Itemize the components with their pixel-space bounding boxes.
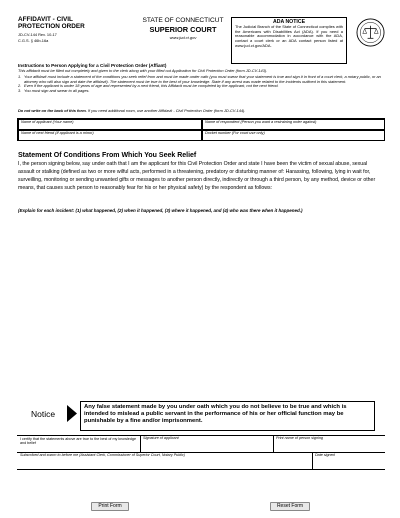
false-statement-notice: Any false statement made by you under oath which you do not believe to be true and which is intended to mislead a public servant in the performance of his or her official function may be punishable by a fine and/or imprisonment. (80, 401, 375, 431)
subscribed-sworn-field[interactable] (20, 453, 308, 468)
notice-label: Notice (31, 409, 56, 419)
statement-text-area[interactable] (18, 216, 385, 396)
applicant-signature-field[interactable] (143, 436, 269, 451)
court-name: SUPERIOR COURT (149, 25, 217, 34)
statement-instructions: (Explain for each incident: (1) what happened, (2) when it happened, (3) where it happened, and (4) who was there when it happened.) (18, 208, 303, 213)
state-name: STATE OF CONNECTICUT (142, 17, 224, 24)
print-name-label: Print name of person signing (276, 436, 323, 440)
respondent-name-label: Name of respondent (Person you want a restraining order against) (205, 120, 317, 124)
statute-reference: C.G.S. § 46b-16a (18, 38, 49, 43)
form-title (18, 17, 118, 31)
back-of-form-warning (18, 109, 384, 114)
applicant-name-label: Name of applicant (Your name) (21, 120, 74, 124)
instruction-number: 1. (18, 74, 22, 79)
instruction-text: Your affidavit must include a statement of the conditions you seek relief from and must be made under oath (you must swear that your statement is true and sign it in front of a court clerk, a notary public, or an attorney who will also sign and date the affidavit). The statement must be true to the best of your knowledge. State if any arrest was made related to the incidents outlined in this statement. (24, 74, 381, 84)
divider (312, 452, 313, 469)
date-signed-label: Date signed (315, 453, 335, 457)
applicant-signature-label: Signature of applicant (143, 436, 179, 440)
reset-form-button[interactable]: Reset Form (270, 502, 310, 511)
warning-rest: If you need additional room, use another Affidavit - Civil Protection Order (form JD-CV-144). (86, 108, 246, 113)
instruction-number: 2. (18, 83, 22, 89)
applicant-name-field[interactable] (18, 119, 202, 130)
divider (17, 469, 385, 470)
instruction-number: 3. (18, 87, 22, 93)
instructions-heading: Instructions to Person Applying for a Civil Protection Order (Affiant) (18, 63, 167, 68)
divider (273, 435, 274, 452)
docket-number-label: Docket number (For court use only) (205, 131, 265, 135)
form-title-line2: PROTECTION ORDER (18, 22, 85, 30)
docket-number-field[interactable] (202, 130, 385, 141)
ada-notice-title: ADA NOTICE (272, 19, 306, 25)
subscribed-sworn-label: Subscribed and sworn to before me (Assistant Clerk, Commissioner of Superior Court, Notary Public) (20, 453, 185, 457)
next-friend-name-field[interactable] (18, 130, 202, 141)
ada-notice-text: The Judicial Branch of the State of Connecticut complies with the Americans with Disabilities Act (ADA). If you need a reasonable accommodation in accordance with the ADA, contact a court clerk or an ADA contact person listed at www.jud.ct.gov/ADA. (235, 24, 343, 48)
instruction-text: You must sign and swear to all pages. (24, 87, 90, 93)
statement-body: I, the person signing below, say under oath that I am the applicant for this Civil Protection Order and state I have been the victim of sexual abuse, sexual assault or stalking (defined as two or more wilful acts, performed in a threatening, predatory or disturbing manner of: Harassing, following, lying in wait for, surveilling, monitoring or sending unwanted gifts or messages to another person directly, indirectly or through a third person, by any method, device or other means, that causes such person to reasonably fear for his or her physical safety) by the respondent as follows: (18, 161, 376, 192)
instructions-intro: This affidavit must be filled out completely and given to the clerk along with your filled out Application for Civil Protection Order (form JD-CV-143). (18, 68, 268, 73)
signature-section (17, 435, 385, 486)
instruction-text: Even if the applicant is under 18 years of age and represented by a next friend, this Affidavit must be completed by the applicant, not the next friend. (24, 83, 279, 89)
print-form-button[interactable]: Print Form (91, 502, 129, 511)
instructions-list (18, 75, 384, 93)
website-text: www.jud.ct.gov (169, 35, 197, 40)
statement-title: Statement Of Conditions From Which You Seek Relief (18, 152, 197, 159)
judicial-seal-icon (356, 18, 385, 47)
print-name-field[interactable] (276, 436, 382, 451)
form-title-line1: AFFIDAVIT - CIVIL (18, 16, 73, 23)
instruction-item (18, 89, 384, 94)
ada-notice-box (231, 17, 347, 64)
notice-arrow-icon (66, 404, 78, 423)
form-number: JD-CV-144 Rev. 10-17 (18, 32, 57, 37)
date-signed-field[interactable] (315, 453, 383, 468)
respondent-name-field[interactable] (202, 119, 385, 130)
party-names-grid (17, 118, 385, 141)
next-friend-label: Name of next friend (If applicant is a minor) (21, 131, 94, 135)
warning-bold: Do not write on the back of this form. (18, 108, 87, 113)
certify-text: I certify that the statements above are true to the best of my knowledge and belief (20, 437, 137, 446)
divider (140, 435, 141, 452)
